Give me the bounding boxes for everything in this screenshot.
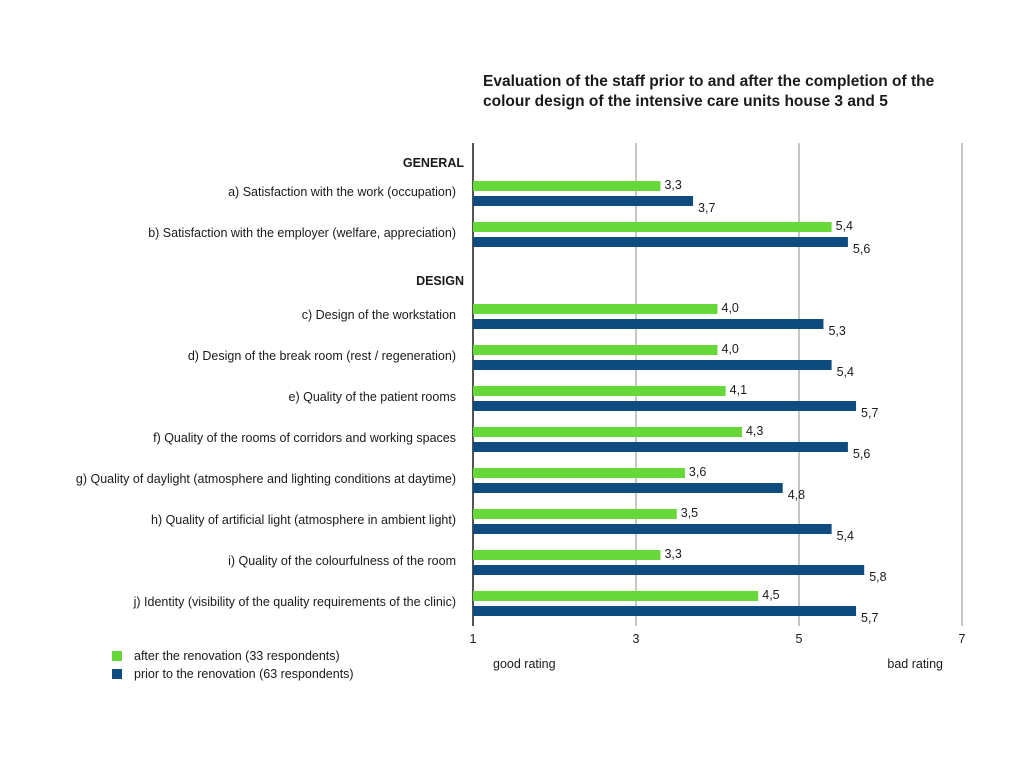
value-label-after: 3,5 [680, 506, 699, 520]
x-tick-label: 7 [958, 632, 966, 646]
bar-prior-renovation [473, 360, 832, 370]
category-label: c) Design of the workstation [301, 308, 456, 322]
category-label: b) Satisfaction with the employer (welfare, appreciation) [148, 226, 456, 240]
category-labels [76, 156, 464, 609]
value-label-prior: 3,7 [698, 201, 716, 215]
legend-label-after: after the renovation (33 respondents) [134, 649, 340, 663]
bar-prior-renovation [473, 565, 864, 575]
value-label-prior: 5,7 [861, 406, 879, 420]
bar-prior-renovation [473, 401, 856, 411]
value-label-after: 4,0 [721, 301, 739, 315]
bad-rating-label: bad rating [887, 657, 943, 671]
bar-after-renovation [473, 304, 718, 314]
value-label-after: 5,4 [835, 219, 853, 233]
value-label-prior: 5,3 [828, 324, 846, 338]
legend-swatch-prior [112, 669, 122, 679]
value-label-after: 3,6 [688, 465, 707, 479]
x-tick-labels [470, 632, 966, 671]
bar-after-renovation [473, 427, 742, 437]
bar-after-renovation [473, 550, 660, 560]
value-label-after: 4,3 [745, 424, 764, 438]
chart-title: Evaluation of the staff prior to and after the completion of the colour design of the intensive care units house 3 and 5 [483, 73, 935, 110]
value-label-prior: 5,4 [836, 529, 854, 543]
legend-label-prior: prior to the renovation (63 respondents) [134, 667, 354, 681]
category-label: j) Identity (visibility of the quality requirements of the clinic) [133, 595, 456, 609]
x-tick-label: 3 [632, 632, 640, 646]
category-label: g) Quality of daylight (atmosphere and lighting conditions at daytime) [75, 472, 456, 486]
category-label: e) Quality of the patient rooms [288, 390, 456, 404]
legend-swatch-after [112, 651, 122, 661]
bar-after-renovation [473, 386, 726, 396]
category-label: a) Satisfaction with the work (occupation) [228, 185, 456, 199]
bar-prior-renovation [473, 319, 823, 329]
value-label-prior: 5,6 [852, 447, 871, 461]
category-label: f) Quality of the rooms of corridors and working spaces [153, 431, 456, 445]
legend [112, 649, 354, 681]
bar-after-renovation [473, 468, 685, 478]
good-rating-label: good rating [493, 657, 556, 671]
value-label-after: 3,3 [664, 547, 682, 561]
bar-after-renovation [473, 591, 758, 601]
bar-prior-renovation [473, 606, 856, 616]
category-label: h) Quality of artificial light (atmosphere in ambient light) [151, 513, 456, 527]
value-label-after: 4,0 [721, 342, 739, 356]
bar-after-renovation [473, 509, 677, 519]
bar-prior-renovation [473, 237, 848, 247]
bar-after-renovation [473, 345, 718, 355]
section-header-general: GENERAL [402, 156, 464, 170]
x-tick-label: 1 [469, 632, 477, 646]
value-label-after: 4,1 [729, 383, 748, 397]
value-label-prior: 5,4 [836, 365, 854, 379]
value-label-prior: 5,8 [869, 570, 887, 584]
section-header-design: DESIGN [416, 274, 464, 288]
bar-prior-renovation [473, 524, 832, 534]
value-label-prior: 4,8 [787, 488, 806, 502]
bar-after-renovation [473, 181, 660, 191]
category-label: i) Quality of the colourfulness of the room [228, 554, 456, 568]
value-label-prior: 5,7 [861, 611, 879, 625]
x-tick-label: 5 [795, 632, 803, 646]
value-label-after: 4,5 [762, 588, 780, 602]
bar-prior-renovation [473, 483, 783, 493]
bar-prior-renovation [473, 196, 693, 206]
category-label: d) Design of the break room (rest / regeneration) [187, 349, 456, 363]
value-label-after: 3,3 [664, 178, 682, 192]
bar-prior-renovation [473, 442, 848, 452]
value-label-prior: 5,6 [852, 242, 871, 256]
bar-after-renovation [473, 222, 832, 232]
